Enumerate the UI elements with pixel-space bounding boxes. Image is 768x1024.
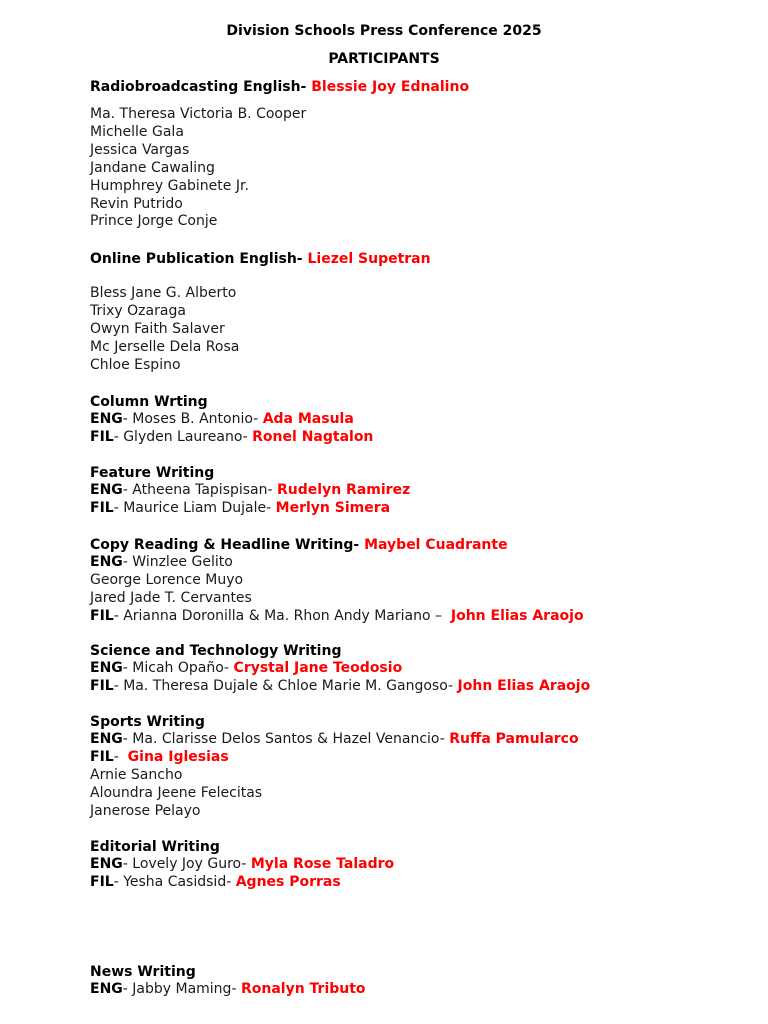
list-item [90, 874, 740, 892]
heading-label: Radiobroadcasting English- [90, 79, 307, 95]
section-online-publication [90, 250, 740, 375]
heading-label: Copy Reading & Headline Writing- [90, 537, 360, 553]
list-item: Ma. Theresa Victoria B. Cooper [90, 106, 307, 122]
language-label: FIL [90, 873, 114, 890]
list-item [90, 981, 740, 999]
section-heading: Feature Writing [90, 465, 215, 481]
coach-name: Ada Masula [262, 411, 354, 427]
participant-names: - Moses B. Antonio- [122, 411, 259, 427]
list-item: Jessica Vargas [90, 141, 190, 158]
list-item [90, 429, 740, 447]
list-item [90, 731, 740, 749]
list-item: George Lorence Muyo [90, 571, 244, 588]
list-item: Michelle Gala [90, 123, 184, 140]
list-item: Humphrey Gabinete Jr. [90, 177, 249, 194]
section-heading [90, 250, 740, 268]
participant-names: - Maurice Liam Dujale- [113, 499, 272, 516]
coach-name: Merlyn Simera [275, 499, 391, 516]
section-editorial-writing [90, 838, 740, 892]
section-feature-writing [90, 464, 740, 518]
section-heading [90, 78, 740, 96]
language-label: ENG [90, 411, 123, 427]
section-radiobroadcasting [90, 78, 740, 231]
document-subtitle: PARTICIPANTS [328, 51, 440, 67]
participant-names: - Yesha Casidsid- [113, 873, 232, 890]
list-item [90, 856, 740, 874]
coach-name: Agnes Porras [235, 873, 341, 890]
list-item: Chloe Espino [90, 356, 181, 373]
list-item [90, 660, 740, 678]
list-item [90, 411, 740, 429]
participant-names: - [113, 748, 119, 765]
section-sports-writing [90, 713, 740, 821]
language-label: FIL [90, 428, 114, 445]
coach-name: Gina Iglesias [127, 748, 229, 765]
list-item: Bless Jane G. Alberto [90, 285, 237, 301]
coach-name: Ronel Nagtalon [252, 428, 374, 445]
language-label: ENG [90, 981, 123, 997]
participant-names: - Lovely Joy Guro- [122, 856, 247, 872]
participant-names: - Ma. Clarisse Delos Santos & Hazel Venancio- [122, 731, 445, 747]
coach-name: John Elias Araojo [457, 677, 591, 694]
coach-name: Myla Rose Taladro [250, 856, 395, 872]
coach-name: Liezel Supetran [307, 251, 431, 267]
section-column-writing [90, 393, 740, 447]
section-copy-reading [90, 536, 740, 626]
section-heading: Science and Technology Writing [90, 643, 342, 659]
language-label: FIL [90, 677, 114, 694]
participant-names: - Glyden Laureano- [113, 428, 248, 445]
section-heading: Editorial Writing [90, 839, 220, 855]
coach-name: Blessie Joy Ednalino [311, 79, 470, 95]
coach-name: John Elias Araojo [450, 607, 584, 624]
coach-name: Ronalyn Tributo [240, 981, 366, 997]
coach-name: Rudelyn Ramirez [277, 482, 411, 498]
participant-names: - Ma. Theresa Dujale & Chloe Marie M. Gangoso- [113, 677, 454, 694]
language-label: ENG [90, 856, 123, 872]
language-label: ENG [90, 660, 123, 676]
list-item: Revin Putrido [90, 195, 183, 212]
language-label: ENG [90, 482, 123, 498]
list-item [90, 608, 740, 626]
list-item [90, 678, 740, 696]
language-label: ENG [90, 731, 123, 747]
language-label: FIL [90, 607, 114, 624]
section-news-writing [90, 963, 740, 999]
coach-name: Maybel Cuadrante [364, 537, 508, 553]
language-label: FIL [90, 748, 114, 765]
language-label: FIL [90, 499, 114, 516]
list-item [90, 749, 740, 767]
participant-names: - Arianna Doronilla & Ma. Rhon Andy Mariano – [113, 607, 442, 624]
section-heading: News Writing [90, 964, 196, 980]
participant-names: - Atheena Tapispisan- [122, 482, 273, 498]
list-item: Jandane Cawaling [90, 159, 215, 176]
list-item: Trixy Ozaraga [90, 302, 186, 319]
list-item [90, 554, 740, 572]
heading-label: Online Publication English- [90, 251, 303, 267]
section-heading: Column Wrting [90, 394, 208, 410]
list-item: Prince Jorge Conje [90, 213, 218, 230]
list-item [90, 500, 740, 518]
list-item [90, 482, 740, 500]
section-science-technology [90, 642, 740, 696]
list-item: Janerose Pelayo [90, 802, 201, 819]
participant-names: - Winzlee Gelito [122, 554, 233, 570]
coach-name: Ruffa Pamularco [449, 731, 579, 747]
participant-names: - Jabby Maming- [122, 981, 237, 997]
list-item: Owyn Faith Salaver [90, 320, 225, 337]
list-item: Jared Jade T. Cervantes [90, 589, 252, 606]
list-item: Arnie Sancho [90, 766, 183, 783]
coach-name: Crystal Jane Teodosio [233, 660, 403, 676]
list-item: Mc Jerselle Dela Rosa [90, 338, 240, 355]
language-label: ENG [90, 554, 123, 570]
document-title: Division Schools Press Conference 2025 [226, 23, 542, 39]
list-item: Aloundra Jeene Felecitas [90, 784, 263, 801]
section-heading: Sports Writing [90, 714, 205, 730]
participant-names: - Micah Opaño- [122, 660, 230, 676]
section-heading [90, 536, 740, 554]
